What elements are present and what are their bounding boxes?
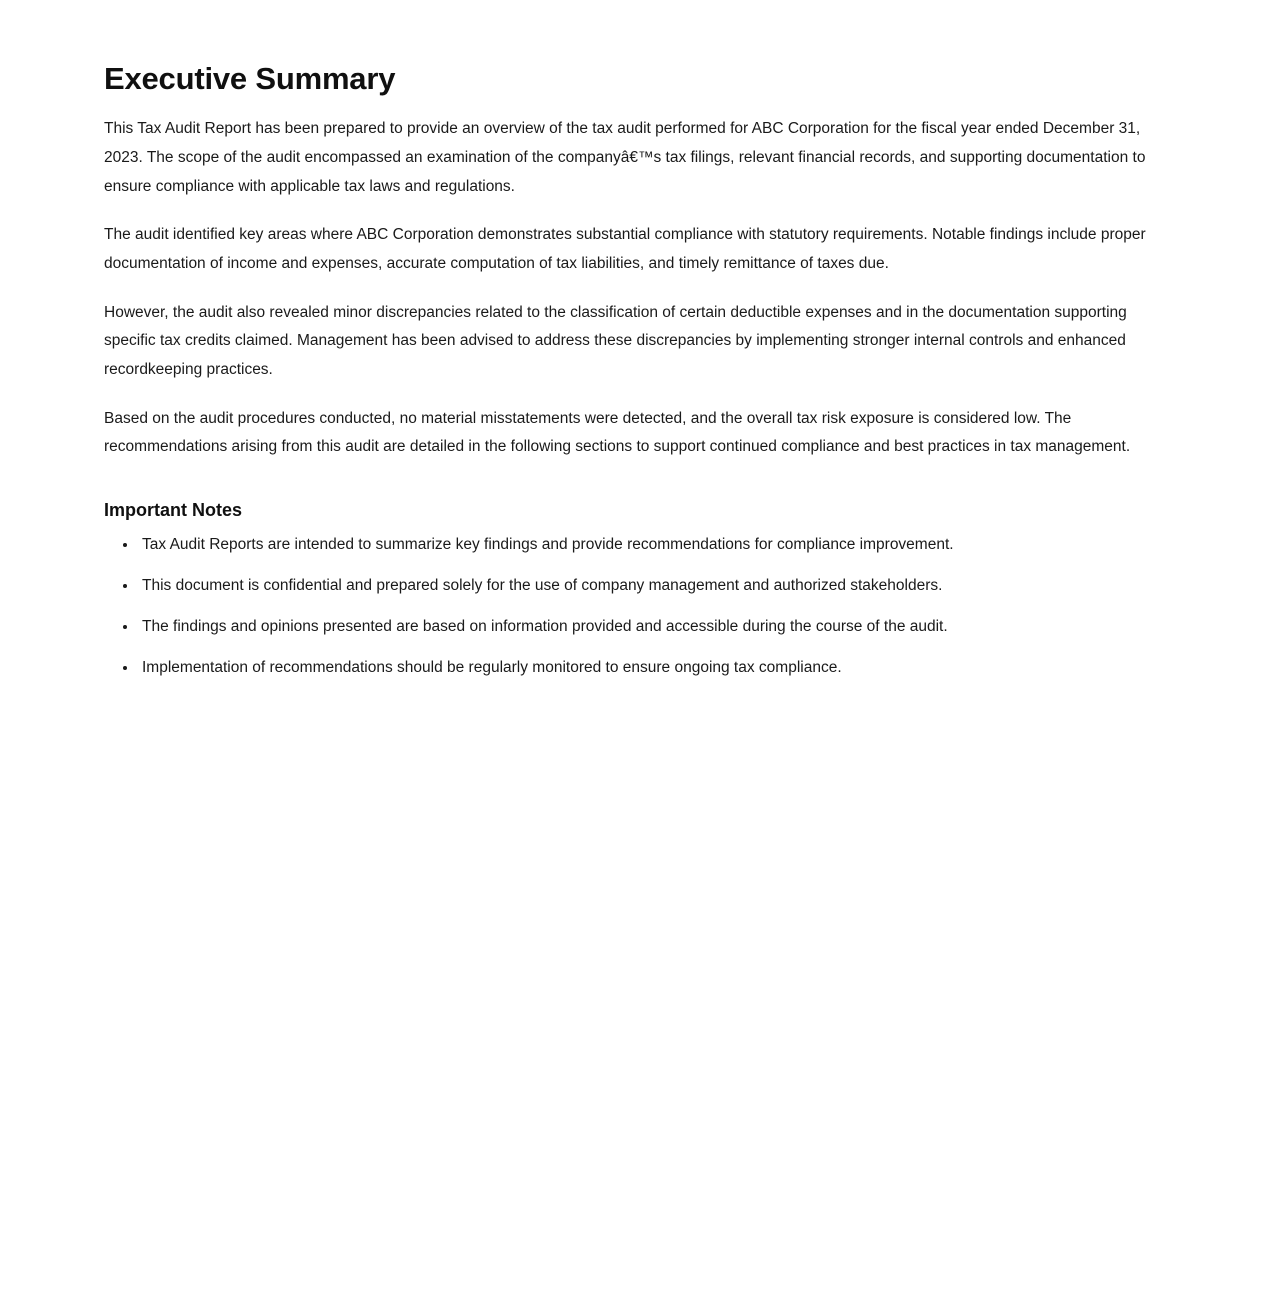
list-item: • Implementation of recommendations should be regularly monitored to ensure ongoing tax compliance.: [138, 656, 1178, 680]
important-notes-heading: Important Notes: [104, 499, 243, 520]
important-notes-list: [104, 533, 1178, 680]
summary-paragraph-4: Based on the audit procedures conducted, no material misstatements were detected, and the overall tax risk exposure is considered low. The recommendations arising from this audit are detailed in the following sections to support continued compliance and best practices in tax management.: [104, 409, 1131, 456]
page-title: Executive Summary: [104, 61, 396, 96]
list-item: • This document is confidential and prepared solely for the use of company management and authorized stakeholders.: [138, 574, 1178, 598]
summary-paragraph-3: However, the audit also revealed minor discrepancies related to the classification of certain deductible expenses and in the documentation supporting specific tax credits claimed. Management has been advised to address these discrepancies by implementing stronger internal controls and enhanced recordkeeping practices.: [104, 303, 1127, 378]
summary-paragraph-1: This Tax Audit Report has been prepared to provide an overview of the tax audit performed for ABC Corporation for the fiscal year ended December 31, 2023. The scope of the audit encompassed an examination of the companyâ€™s tax filings, relevant financial records, and supporting documentation to ensure compliance with applicable tax laws and regulations.: [104, 120, 1146, 195]
list-item: • Tax Audit Reports are intended to summarize key findings and provide recommendations for compliance improvement.: [138, 533, 1178, 557]
summary-paragraph-2: The audit identified key areas where ABC Corporation demonstrates substantial compliance with statutory requirements. Notable findings include proper documentation of income and expenses, accurate computation of tax liabilities, and timely remittance of taxes due.: [104, 226, 1146, 272]
list-item: • The findings and opinions presented are based on information provided and accessible during the course of the audit.: [138, 615, 1178, 639]
